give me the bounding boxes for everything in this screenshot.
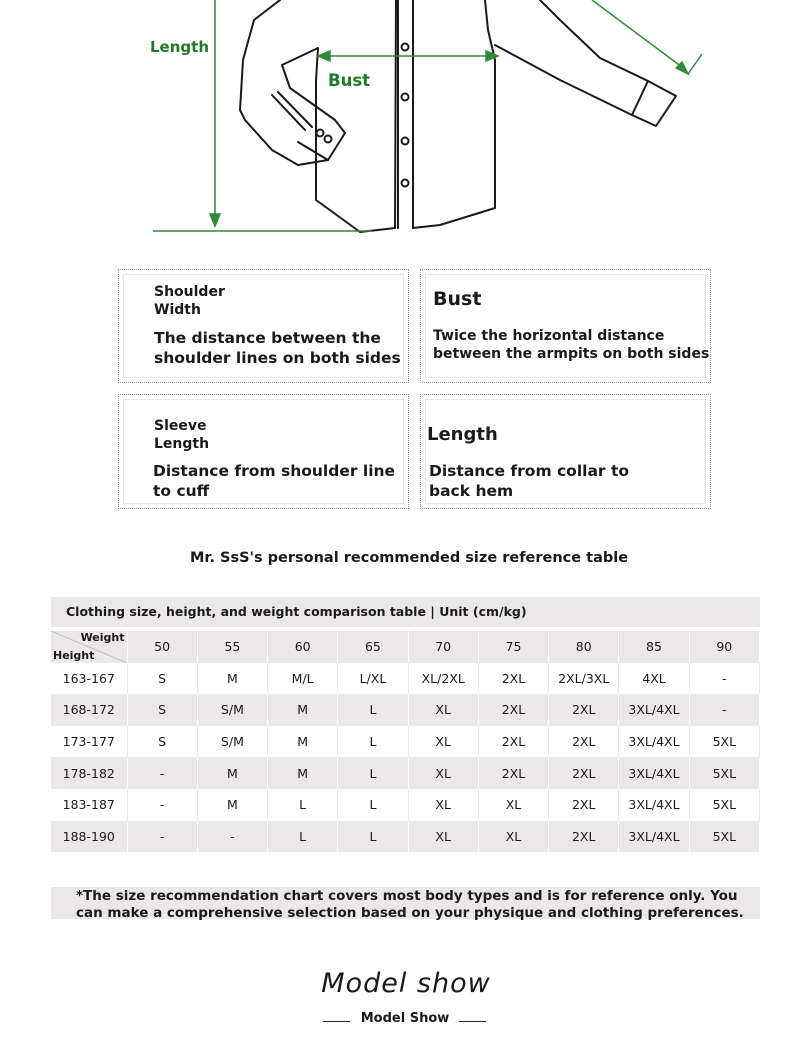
table-corner-cell bbox=[51, 631, 127, 663]
shirt-button bbox=[402, 94, 409, 101]
size-cell: 4XL bbox=[619, 663, 689, 695]
shirt-right-sleeve bbox=[495, 0, 676, 126]
definition-sleeve-length bbox=[118, 394, 409, 509]
height-cell: 163-167 bbox=[51, 663, 127, 695]
size-cell: S/M bbox=[197, 726, 267, 758]
definition-shoulder-width bbox=[118, 269, 409, 383]
size-cell: 2XL bbox=[549, 694, 619, 726]
size-cell: M bbox=[268, 757, 338, 789]
size-note: *The size recommendation chart covers most body types and is for reference only. You can make a comprehensive selection based on your physique and clothing preferences. bbox=[51, 887, 760, 919]
size-cell: M bbox=[197, 663, 267, 695]
divider-right bbox=[459, 1021, 486, 1022]
size-cell: 2XL bbox=[549, 789, 619, 821]
weight-axis-label: Weight bbox=[80, 631, 125, 644]
size-cell: XL bbox=[408, 789, 478, 821]
size-cell: 2XL bbox=[478, 726, 548, 758]
table-row bbox=[51, 789, 760, 821]
size-cell: 2XL bbox=[478, 694, 548, 726]
size-cell: L bbox=[338, 726, 408, 758]
size-cell: L bbox=[268, 789, 338, 821]
definition-title: Shoulder Width bbox=[154, 284, 225, 318]
weight-header: 80 bbox=[549, 631, 619, 663]
definition-desc: Distance from shoulder line to cuff bbox=[153, 462, 396, 500]
sleeve-measure-line bbox=[592, 0, 686, 70]
size-cell: XL bbox=[478, 789, 548, 821]
definition-desc: Twice the horizontal distance between the armpits on both sides bbox=[433, 328, 710, 362]
table-row bbox=[51, 821, 760, 853]
shirt-right-body bbox=[413, 0, 495, 228]
definition-desc: Distance from collar to back hem bbox=[429, 462, 630, 500]
weight-header: 65 bbox=[338, 631, 408, 663]
definition-title: Bust bbox=[433, 288, 482, 310]
size-cell: - bbox=[197, 821, 267, 853]
size-cell: 3XL/4XL bbox=[619, 726, 689, 758]
size-cell: - bbox=[127, 789, 197, 821]
definition-title: Length bbox=[427, 424, 498, 445]
size-cell: L bbox=[338, 757, 408, 789]
table-row bbox=[51, 726, 760, 758]
definition-bust bbox=[420, 269, 711, 383]
size-cell: 3XL/4XL bbox=[619, 757, 689, 789]
size-table bbox=[51, 631, 760, 852]
size-table-caption: Clothing size, height, and weight comparison table | Unit (cm/kg) bbox=[51, 597, 760, 627]
size-cell: L bbox=[338, 694, 408, 726]
size-cell: - bbox=[689, 663, 759, 695]
size-cell: 2XL bbox=[549, 757, 619, 789]
shirt-diagram bbox=[0, 0, 800, 250]
size-cell: 5XL bbox=[689, 757, 759, 789]
table-header-row bbox=[51, 631, 760, 663]
size-cell: L bbox=[338, 821, 408, 853]
definition-title: Sleeve Length bbox=[154, 418, 210, 452]
weight-header: 75 bbox=[478, 631, 548, 663]
size-cell: 2XL bbox=[549, 821, 619, 853]
size-cell: L/XL bbox=[338, 663, 408, 695]
size-cell: 5XL bbox=[689, 789, 759, 821]
height-axis-label: Height bbox=[53, 648, 95, 662]
height-cell: 188-190 bbox=[51, 821, 127, 853]
weight-header: 70 bbox=[408, 631, 478, 663]
definition-length bbox=[420, 394, 711, 509]
table-row bbox=[51, 757, 760, 789]
size-cell: M/L bbox=[268, 663, 338, 695]
height-cell: 183-187 bbox=[51, 789, 127, 821]
model-show-subtitle: Model Show bbox=[360, 1011, 450, 1026]
size-cell: 3XL/4XL bbox=[619, 821, 689, 853]
shirt-button bbox=[402, 44, 409, 51]
size-cell: 2XL bbox=[549, 726, 619, 758]
size-cell: 3XL/4XL bbox=[619, 789, 689, 821]
weight-header: 85 bbox=[619, 631, 689, 663]
shirt-button bbox=[402, 138, 409, 145]
height-cell: 173-177 bbox=[51, 726, 127, 758]
size-cell: 5XL bbox=[689, 821, 759, 853]
shirt-button bbox=[402, 180, 409, 187]
size-cell: XL bbox=[408, 726, 478, 758]
size-cell: M bbox=[268, 694, 338, 726]
definition-desc: The distance between the shoulder lines on both sides bbox=[154, 329, 401, 367]
length-label: Length bbox=[150, 38, 209, 56]
size-cell: - bbox=[689, 694, 759, 726]
size-cell: S bbox=[127, 694, 197, 726]
table-row bbox=[51, 663, 760, 695]
size-cell: L bbox=[268, 821, 338, 853]
size-cell: L bbox=[338, 789, 408, 821]
size-cell: XL/2XL bbox=[408, 663, 478, 695]
size-cell: XL bbox=[408, 757, 478, 789]
size-cell: - bbox=[127, 757, 197, 789]
size-cell: M bbox=[197, 757, 267, 789]
size-cell: - bbox=[127, 821, 197, 853]
size-cell: XL bbox=[408, 694, 478, 726]
weight-header: 60 bbox=[268, 631, 338, 663]
size-cell: XL bbox=[408, 821, 478, 853]
table-row bbox=[51, 694, 760, 726]
shirt-left-cuff bbox=[298, 142, 328, 160]
model-show-title: Model show bbox=[321, 968, 491, 999]
shirt-placket bbox=[398, 0, 413, 228]
weight-header: 50 bbox=[127, 631, 197, 663]
size-cell: M bbox=[197, 789, 267, 821]
size-cell: 2XL/3XL bbox=[549, 663, 619, 695]
size-cell: 2XL bbox=[478, 663, 548, 695]
weight-header: 90 bbox=[689, 631, 759, 663]
size-cell: S bbox=[127, 726, 197, 758]
size-cell: XL bbox=[478, 821, 548, 853]
size-cell: S bbox=[127, 663, 197, 695]
cuff-button bbox=[317, 130, 324, 137]
height-cell: 178-182 bbox=[51, 757, 127, 789]
size-cell: 3XL/4XL bbox=[619, 694, 689, 726]
cuff-button bbox=[325, 136, 332, 143]
size-cell: M bbox=[268, 726, 338, 758]
size-cell: 5XL bbox=[689, 726, 759, 758]
height-cell: 168-172 bbox=[51, 694, 127, 726]
size-cell: S/M bbox=[197, 694, 267, 726]
weight-header: 55 bbox=[197, 631, 267, 663]
size-cell: 2XL bbox=[478, 757, 548, 789]
bust-label: Bust bbox=[328, 71, 371, 90]
size-table-heading: Mr. SsS's personal recommended size reference table bbox=[189, 550, 629, 566]
